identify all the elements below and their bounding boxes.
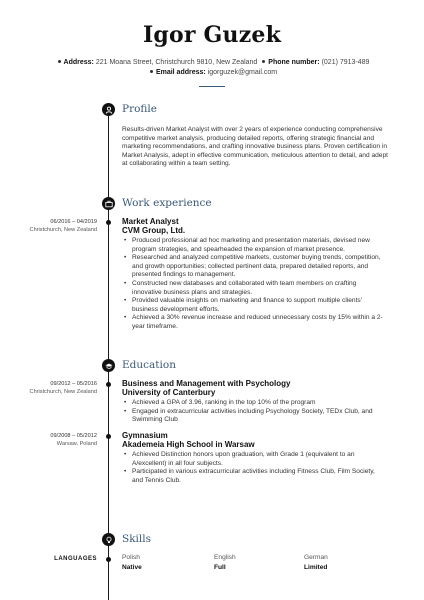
job-company: CVM Group, Ltd. — [122, 226, 186, 235]
list-item: • Provided valuable insights on marketing and finance to support multiple clients' business development efforts. — [122, 297, 384, 314]
resume-header — [0, 22, 424, 87]
list-item: • Participated in various extracurricular activities including Fitness Club, Film Society, and Tennis Club. — [122, 468, 384, 485]
graduation-cap-icon — [105, 362, 113, 370]
education-section-title: Education — [122, 359, 176, 371]
job-title: Market Analyst — [122, 217, 179, 226]
timeline-dot — [106, 434, 111, 439]
bullet-dot-icon — [262, 60, 265, 63]
timeline-dot — [106, 382, 111, 387]
skills-section-title: Skills — [122, 533, 152, 545]
education-dates: 09/2012 – 05/2016 — [50, 381, 97, 387]
language-level: Native — [122, 564, 142, 571]
phone-label: Phone number: — [268, 59, 320, 66]
education-bullets — [122, 399, 384, 425]
education-school: University of Canterbury — [122, 388, 216, 397]
language-name: Polish — [122, 554, 140, 561]
list-item: • Researched and analyzed competitive markets, customer buying trends, competition, and growth opportunities; collected pertinent data, prepared detailed reports, and presented findings to management. — [122, 254, 384, 280]
list-item: • Engaged in extracurricular activities including Psychology Society, TEDx Club, and Swimming Club — [122, 408, 384, 425]
language-level: Full — [214, 564, 226, 571]
language-skill — [304, 553, 328, 573]
phone-value: (021) 7913-489 — [321, 59, 370, 66]
skills-section-icon — [102, 533, 115, 546]
education-location: Christchurch, New Zealand — [29, 389, 97, 395]
language-level: Limited — [304, 564, 328, 571]
list-item: • Produced professional ad hoc marketing and presentation materials, devised new program strategies, and spearheaded the expansion of market presence. — [122, 237, 384, 254]
education-location: Warsaw, Poland — [56, 441, 97, 447]
address-label: Address: — [63, 59, 94, 66]
education-bullets — [122, 451, 384, 485]
education-degree: Gymnasium — [122, 431, 168, 440]
profile-section-icon — [102, 103, 115, 116]
education-section-icon — [102, 359, 115, 372]
timeline-line — [108, 104, 109, 600]
job-bullets — [122, 237, 384, 332]
contact-line-1 — [0, 58, 424, 68]
email-value: igorguzek@gmail.com — [207, 69, 278, 76]
header-divider — [199, 86, 225, 87]
list-item: • Achieved a GPA of 3.96, ranking in the top 10% of the program — [122, 399, 384, 408]
person-icon — [105, 106, 113, 114]
timeline-dot — [106, 220, 111, 225]
contact-line-2 — [0, 68, 424, 78]
education-meta — [0, 432, 97, 448]
education-dates: 09/2008 – 05/2012 — [50, 433, 97, 439]
bullet-dot-icon — [150, 70, 153, 73]
education-meta — [0, 380, 97, 396]
email-label: Email address: — [155, 69, 206, 76]
address-value: 221 Moana Street, Christchurch 9810, New Zealand — [95, 59, 258, 66]
language-name: German — [304, 554, 328, 561]
languages-label: LANGUAGES — [54, 556, 97, 562]
job-dates: 06/2016 – 04/2019 — [50, 219, 97, 225]
education-degree: Business and Management with Psychology — [122, 379, 291, 388]
job-location: Christchurch, New Zealand — [29, 227, 97, 233]
education-school: Akademeia High School in Warsaw — [122, 440, 255, 449]
language-name: English — [214, 554, 236, 561]
list-item: • Constructed new databases and collaborated with team members on crafting innovative business plans and strategies. — [122, 280, 384, 297]
work-section-icon — [102, 197, 115, 210]
profile-section-title: Profile — [122, 103, 157, 115]
bulb-icon — [105, 536, 113, 544]
profile-summary: Results-driven Market Analyst with over 2 years of experience conducting comprehensive competitive market analysis, producing detailed reports, offering strategic financial and marketing recommendations, and crafting innovative business plans. Proven certification in Market Analysis, adept in effective communication, meticulous attention to detail, and adept at collaborating within a team setting. — [122, 126, 388, 168]
bullet-dot-icon — [58, 60, 61, 63]
language-skill — [122, 553, 142, 573]
work-section-title: Work experience — [122, 197, 212, 209]
job-meta — [0, 218, 97, 234]
timeline-dot — [106, 557, 111, 562]
list-item: • Achieved Distinction honors upon graduation, with Grade 1 (equivalent to an A/excellent) in all four subjects. — [122, 451, 384, 468]
briefcase-icon — [105, 200, 113, 208]
language-skill — [214, 553, 236, 573]
list-item: • Achieved a 30% revenue increase and reduced unnecessary costs by 15% within a 2-year timeframe. — [122, 314, 384, 331]
candidate-name: Igor Guzek — [142, 22, 282, 48]
